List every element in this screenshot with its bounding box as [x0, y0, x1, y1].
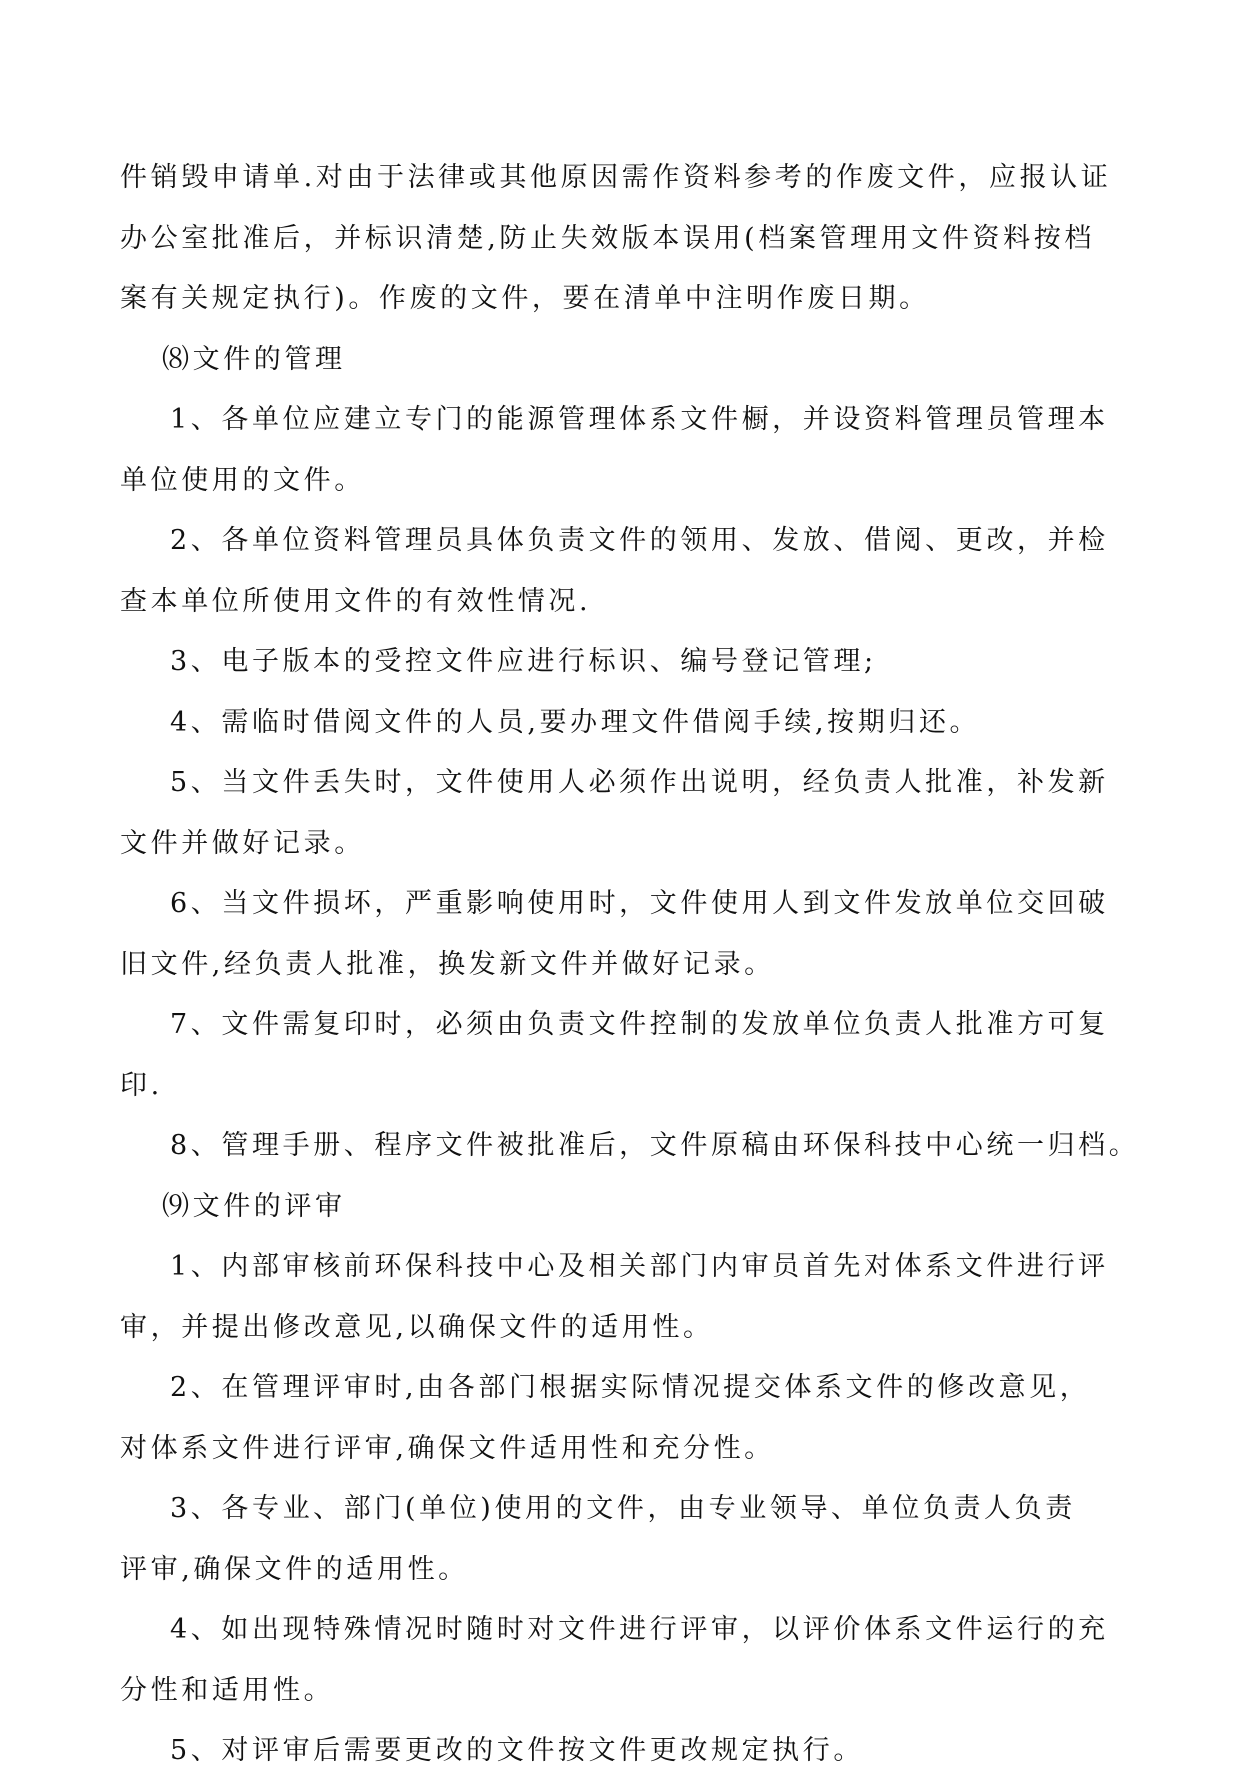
list-item-line: 5、对评审后需要更改的文件按文件更改规定执行。	[170, 1735, 864, 1766]
section-heading-review: ⑼文件的评审	[162, 1190, 346, 1222]
list-item-line: 4、需临时借阅文件的人员,要办理文件借阅手续,按期归还。	[170, 706, 981, 738]
list-item-line: 2、在管理评审时,由各部门根据实际情况提交体系文件的修改意见，	[170, 1372, 1091, 1403]
paragraph-line: 文件并做好记录。	[120, 827, 365, 859]
list-item-line: 3、各专业、部门(单位)使用的文件，由专业领导、单位负责人负责	[170, 1493, 1076, 1524]
list-item-line: 3、电子版本的受控文件应进行标识、编号登记管理;	[170, 646, 877, 677]
list-item-line: 8、管理手册、程序文件被批准后，文件原稿由环保科技中心统一归档。	[170, 1130, 1140, 1161]
paragraph-line: 件销毁申请单.对由于法律或其他原因需作资料参考的作废文件，应报认证	[120, 162, 1112, 193]
list-item-line: 2、各单位资料管理员具体负责文件的领用、发放、借阅、更改，并检	[170, 525, 1109, 556]
paragraph-line: 对体系文件进行评审,确保文件适用性和充分性。	[120, 1432, 775, 1464]
list-item-line: 1、各单位应建立专门的能源管理体系文件橱，并设资料管理员管理本	[170, 404, 1109, 435]
paragraph-line: 查本单位所使用文件的有效性情况.	[120, 585, 592, 617]
paragraph-line: 审，并提出修改意见,以确保文件的适用性。	[120, 1311, 714, 1343]
paragraph-line: 印.	[120, 1069, 163, 1101]
paragraph-line: 旧文件,经负责人批准，换发新文件并做好记录。	[120, 948, 775, 980]
list-item-line: 1、内部审核前环保科技中心及相关部门内审员首先对体系文件进行评	[170, 1251, 1109, 1282]
document-page	[120, 148, 1140, 1782]
paragraph-line: 评审,确保文件的适用性。	[120, 1553, 469, 1585]
paragraph-line: 单位使用的文件。	[120, 464, 365, 496]
paragraph-line: 分性和适用性。	[120, 1674, 335, 1706]
list-item-line: 7、文件需复印时，必须由负责文件控制的发放单位负责人批准方可复	[170, 1009, 1109, 1040]
section-heading-management: ⑻文件的管理	[162, 343, 346, 375]
paragraph-line: 办公室批准后，并标识清楚,防止失效版本误用(档案管理用文件资料按档	[120, 222, 1095, 254]
list-item-line: 4、如出现特殊情况时随时对文件进行评审，以评价体系文件运行的充	[170, 1614, 1109, 1645]
paragraph-line: 案有关规定执行)。作废的文件，要在清单中注明作废日期。	[120, 283, 930, 314]
list-item-line: 5、当文件丢失时，文件使用人必须作出说明，经负责人批准，补发新	[170, 767, 1109, 798]
list-item-line: 6、当文件损坏，严重影响使用时，文件使用人到文件发放单位交回破	[170, 888, 1109, 919]
